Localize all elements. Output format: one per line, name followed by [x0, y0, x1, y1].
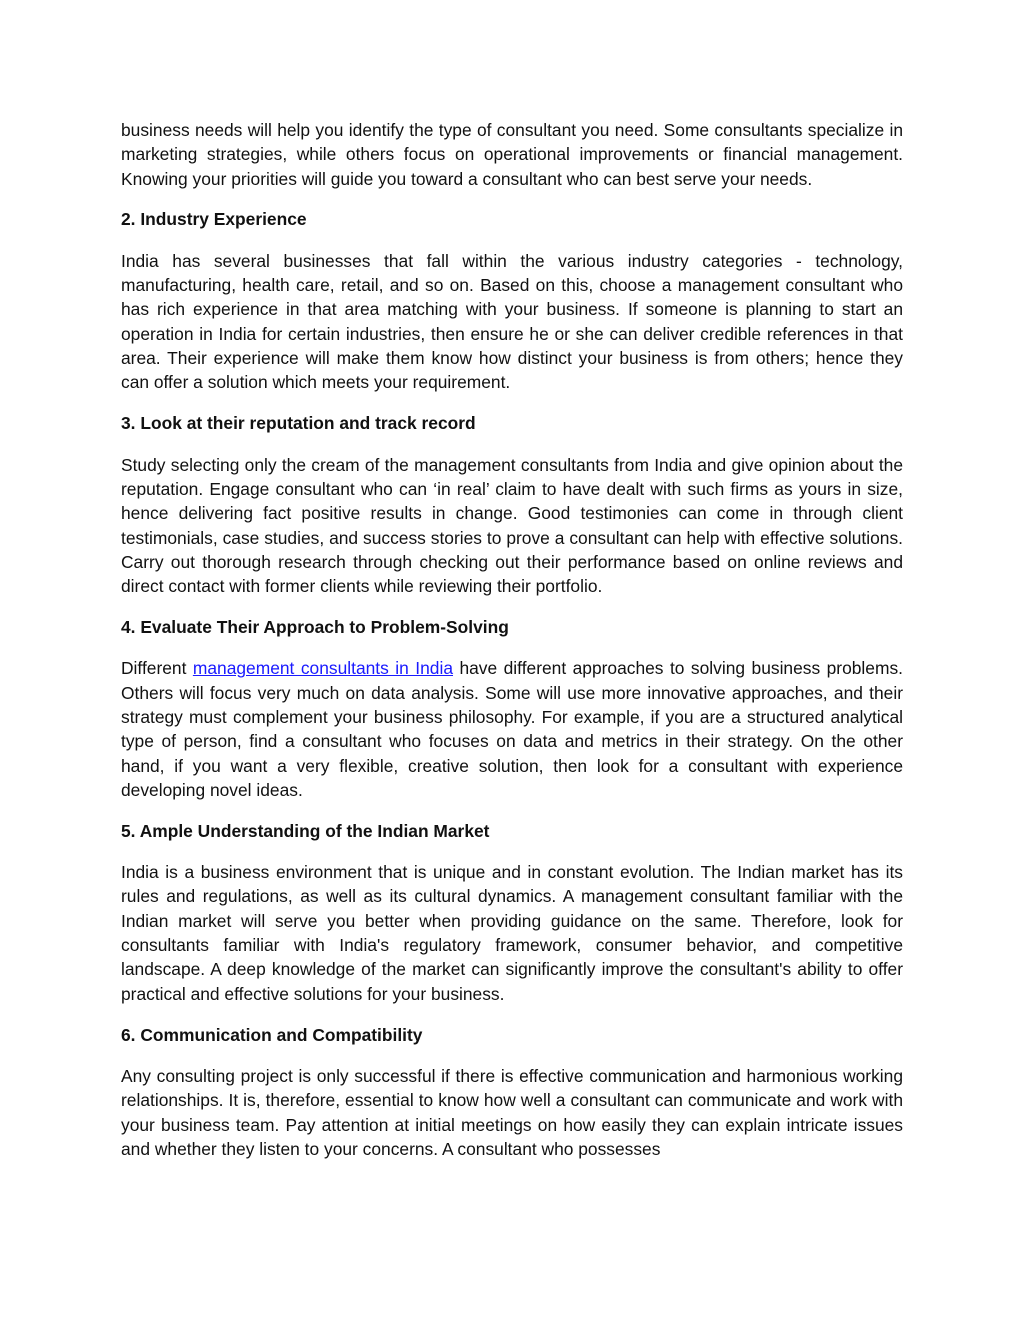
section-heading-industry-experience: 2. Industry Experience [121, 209, 307, 230]
section-body-reputation: Study selecting only the cream of the management consultants from India and give opinion about the reputation. Engage consultant who can ‘in real’ claim to have dealt with such firms as yours in size, hence delivering fact positive results in change. Good testimonies can come in through client testimonials, case studies, and success stories to prove a consultant can help with effective solutions. Carry out thorough research through checking out their performance based on online reviews and direct contact with former clients while reviewing their portfolio. [121, 454, 903, 597]
section-heading-reputation: 3. Look at their reputation and track record [121, 413, 476, 434]
section-body-indian-market: India is a business environment that is unique and in constant evolution. The Indian market has its rules and regulations, as well as its cultural dynamics. A management consultant familiar with the Indian market will serve you better when providing guidance on the same. Therefore, look for consultants familiar with India's regulatory framework, consumer behavior, and competitive landscape. A deep knowledge of the market can significantly improve the consultant's ability to offer practical and effective solutions for your business. [121, 862, 903, 1004]
section-heading-problem-solving: 4. Evaluate Their Approach to Problem-Solving [121, 617, 509, 638]
intro-paragraph: business needs will help you identify the type of consultant you need. Some consultants specialize in marketing strategies, while others focus on operational improvements or financial management. Knowing your priorities will guide you toward a consultant who can best serve your needs. [121, 120, 903, 189]
body-text-before-link: Different [121, 658, 193, 679]
management-consultants-link[interactable]: management consultants in India [192, 658, 453, 679]
section-heading-communication: 6. Communication and Compatibility [121, 1024, 423, 1045]
section-body-communication: Any consulting project is only successful if there is effective communication and harmonious working relationships. It is, therefore, essential to know how well a consultant can communicate and work with your business team. Pay attention at initial meetings on how easily they can explain intricate issues and whether they listen to your concerns. A consultant who possesses [121, 1065, 903, 1159]
document-page [121, 118, 903, 1178]
section-body-industry-experience: India has several businesses that fall within the various industry categories - technology, manufacturing, health care, retail, and so on. Based on this, choose a management consultant who has rich experience in that area matching with your business. If someone is planning to start an operation in India for certain industries, then ensure he or she can deliver credible references in that area. Their experience will make them know how distinct your business is from others; hence they can offer a solution which meets your requirement. [121, 250, 903, 393]
section-heading-indian-market: 5. Ample Understanding of the Indian Market [121, 820, 490, 841]
body-text-after-link: have different approaches to solving business problems. Others will focus very much on data analysis. Some will use more innovative approaches, and their strategy must complement your business philosophy. For example, if you are a structured analytical type of person, find a consultant who focuses on data and metrics in their strategy. On the other hand, if you want a very flexible, creative solution, then look for a consultant with experience developing novel ideas. [121, 658, 903, 800]
section-body-problem-solving [121, 656, 903, 802]
